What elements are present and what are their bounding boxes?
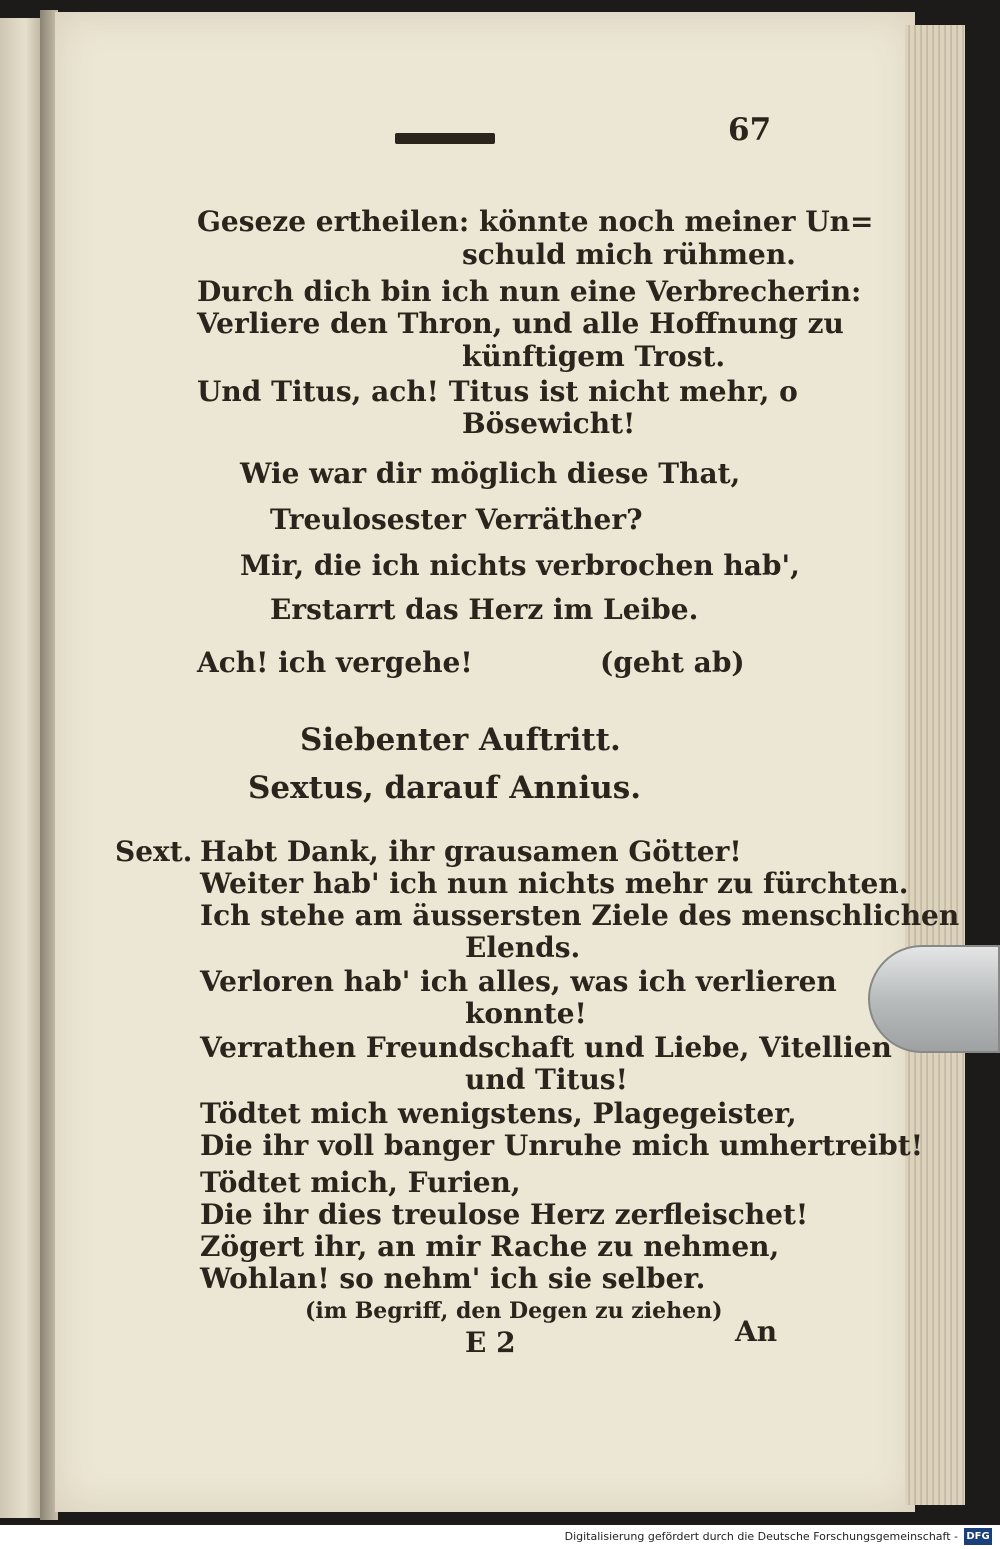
funding-credit: Digitalisierung gefördert durch die Deutsche Forschungsgemeinschaft - bbox=[564, 1530, 958, 1543]
speech-line: Tödtet mich, Furien, bbox=[200, 1166, 521, 1199]
text-line: Bösewicht! bbox=[462, 407, 636, 440]
speech-line: und Titus! bbox=[465, 1063, 628, 1096]
page-number: 67 bbox=[728, 112, 772, 148]
dfg-logo-icon: DFG bbox=[964, 1528, 992, 1545]
text-line: Durch dich bin ich nun eine Verbrecherin: bbox=[197, 275, 862, 308]
speech-line: Wohlan! so nehm' ich sie selber. bbox=[200, 1262, 706, 1295]
text-line: Verliere den Thron, und alle Hoffnung zu bbox=[197, 307, 844, 340]
text-line: Und Titus, ach! Titus ist nicht mehr, o bbox=[197, 375, 798, 408]
speech-line: Weiter hab' ich nun nichts mehr zu fürchten. bbox=[200, 867, 909, 900]
text-line: Ach! ich vergehe! bbox=[197, 646, 473, 679]
page-edges bbox=[905, 25, 965, 1505]
text-line: künftigem Trost. bbox=[462, 340, 726, 373]
speech-line: Ich stehe am äussersten Ziele des menschlichen bbox=[200, 899, 960, 932]
stage-direction: (geht ab) bbox=[600, 646, 745, 679]
speaker-label: Sext. bbox=[115, 835, 193, 868]
text-line: Geseze ertheilen: könnte noch meiner Un= bbox=[197, 205, 874, 238]
speech-line: Habt Dank, ihr grausamen Götter! bbox=[200, 835, 742, 868]
speech-line: Elends. bbox=[465, 931, 581, 964]
footer-bar bbox=[0, 1525, 1000, 1549]
scene-characters: Sextus, darauf Annius. bbox=[248, 770, 642, 806]
header-rule bbox=[395, 133, 495, 144]
speech-line: konnte! bbox=[465, 997, 587, 1030]
speech-line: Die ihr voll banger Unruhe mich umhertreibt! bbox=[200, 1129, 923, 1162]
verse-line: Wie war dir möglich diese That, bbox=[240, 457, 741, 490]
speech-line: Die ihr dies treulose Herz zerfleischet! bbox=[200, 1198, 809, 1231]
speech-line: Tödtet mich wenigstens, Plagegeister, bbox=[200, 1097, 797, 1130]
left-page-edge bbox=[0, 18, 42, 1518]
signature-mark: E 2 bbox=[465, 1326, 516, 1359]
verse-line: Mir, die ich nichts verbrochen hab', bbox=[240, 549, 800, 582]
text-line: schuld mich rühmen. bbox=[462, 238, 796, 271]
verse-line: Erstarrt das Herz im Leibe. bbox=[270, 593, 699, 626]
verse-line: Treulosester Verräther? bbox=[270, 503, 643, 536]
speech-line: Verloren hab' ich alles, was ich verlieren bbox=[200, 965, 837, 998]
scene-title: Siebenter Auftritt. bbox=[300, 722, 621, 758]
speech-line: Verrathen Freundschaft und Liebe, Vitellien bbox=[200, 1031, 892, 1064]
stage-direction: (im Begriff, den Degen zu ziehen) bbox=[305, 1298, 723, 1324]
catchword: An bbox=[735, 1315, 778, 1348]
speech-line: Zögert ihr, an mir Rache zu nehmen, bbox=[200, 1230, 780, 1263]
